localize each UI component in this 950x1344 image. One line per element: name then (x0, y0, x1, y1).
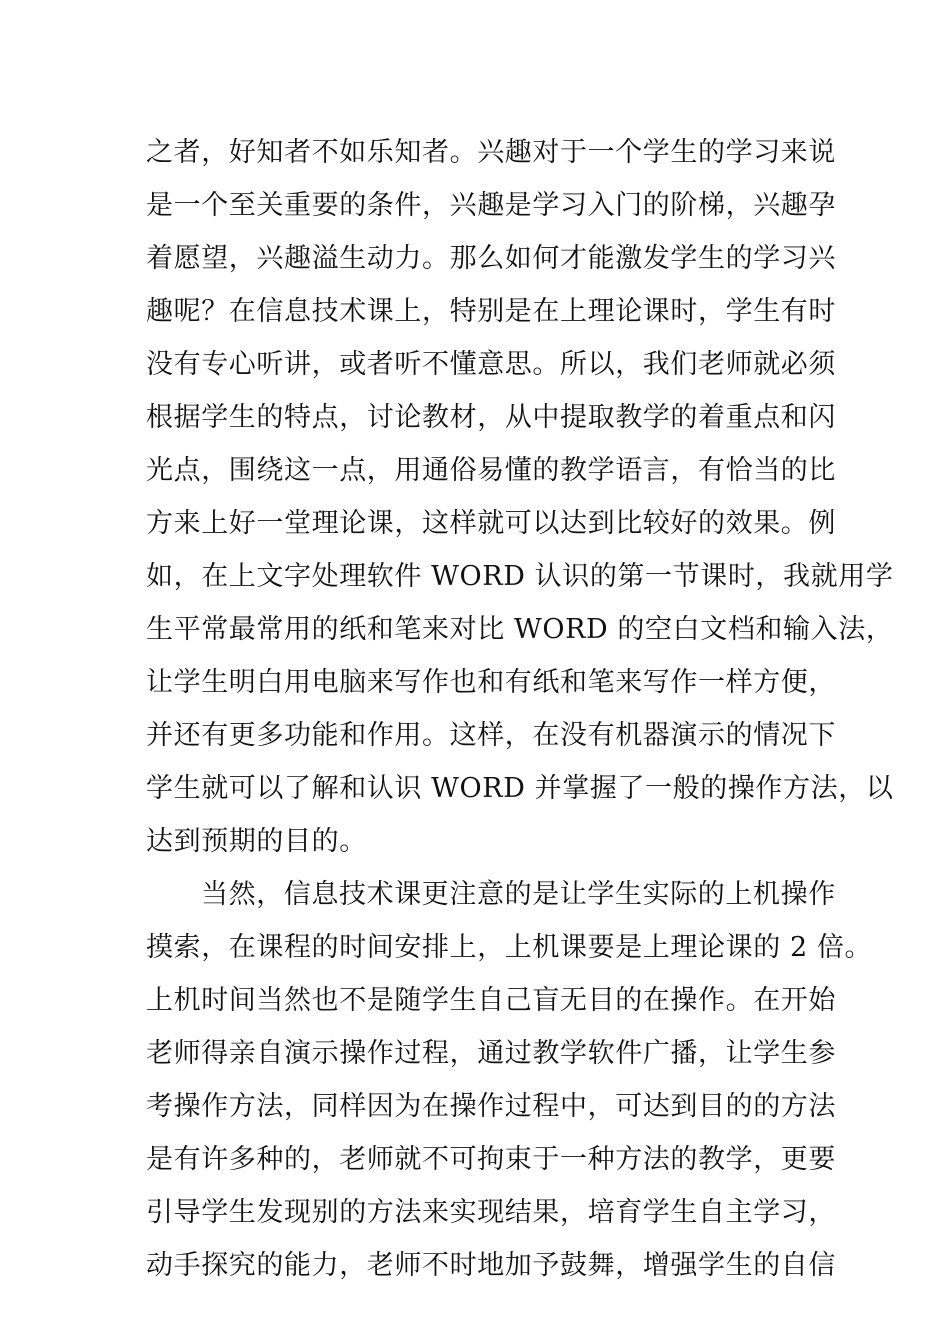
text-line: 摸索，在课程的时间安排上，上机课要是上理论课的 2 倍。 (146, 932, 873, 963)
body-text (146, 126, 894, 1292)
text-line: 并还有更多功能和作用。这样，在没有机器演示的情况下 (146, 720, 836, 751)
text-line: 是一个至关重要的条件，兴趣是学习入门的阶梯，兴趣孕 (146, 190, 836, 221)
text-line: 之者，好知者不如乐知者。兴趣对于一个学生的学习来说 (146, 137, 836, 168)
text-line: 方来上好一堂理论课，这样就可以达到比较好的效果。例 (146, 508, 836, 539)
text-line: 动手探究的能力，老师不时地加予鼓舞，增强学生的自信 (146, 1250, 836, 1281)
text-line: 着愿望，兴趣溢生动力。那么如何才能激发学生的学习兴 (146, 243, 836, 274)
text-line: 趣呢？在信息技术课上，特别是在上理论课时，学生有时 (146, 296, 836, 327)
text-line: 生平常最常用的纸和笔来对比 WORD 的空白文档和输入法， (146, 614, 894, 645)
text-line: 上机时间当然也不是随学生自己盲无目的在操作。在开始 (146, 985, 836, 1016)
text-line: 考操作方法，同样因为在操作过程中，可达到目的的方法 (146, 1091, 836, 1122)
paragraph-start-line: 当然，信息技术课更注意的是让学生实际的上机操作 (201, 879, 836, 910)
text-line: 没有专心听讲，或者听不懂意思。所以，我们老师就必须 (146, 349, 836, 380)
text-line: 是有许多种的，老师就不可拘束于一种方法的教学，更要 (146, 1144, 836, 1175)
text-line: 达到预期的目的。 (146, 826, 367, 857)
text-line: 让学生明白用电脑来写作也和有纸和笔来写作一样方便， (146, 667, 836, 698)
text-line: 如，在上文字处理软件 WORD 认识的第一节课时，我就用学 (146, 561, 894, 592)
text-line: 老师得亲自演示操作过程，通过教学软件广播，让学生参 (146, 1038, 836, 1069)
text-line: 光点，围绕这一点，用通俗易懂的教学语言，有恰当的比 (146, 455, 836, 486)
text-line: 根据学生的特点，讨论教材，从中提取教学的着重点和闪 (146, 402, 836, 433)
text-line: 学生就可以了解和认识 WORD 并掌握了一般的操作方法，以 (146, 773, 894, 804)
text-line: 引导学生发现别的方法来实现结果，培育学生自主学习， (146, 1197, 836, 1228)
